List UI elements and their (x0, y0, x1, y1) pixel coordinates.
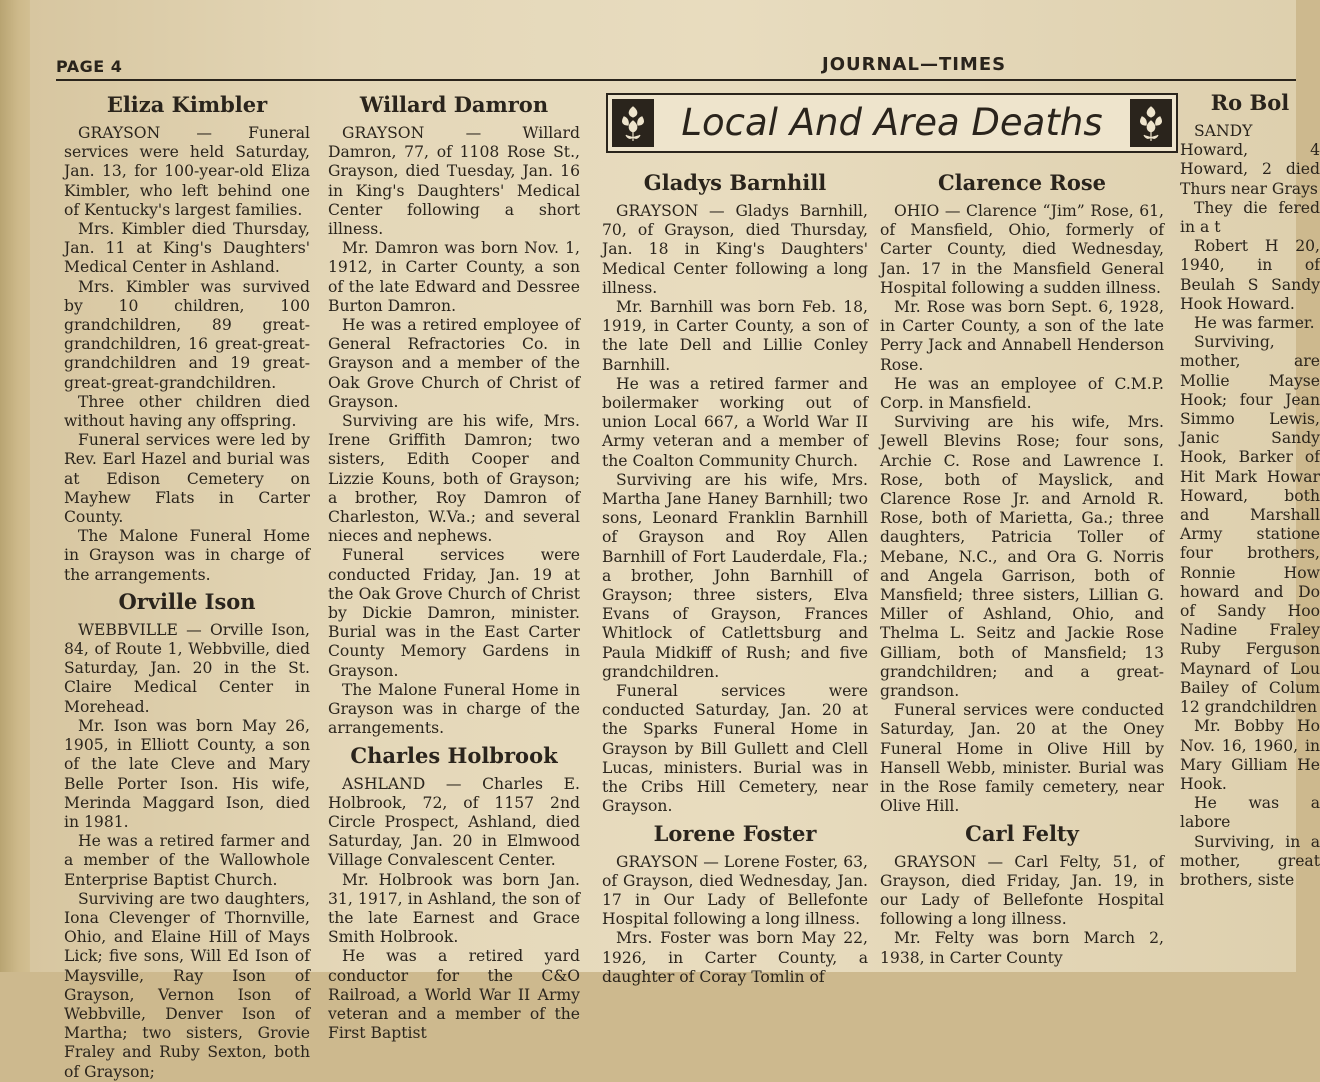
obituary-paragraph: Mrs. Kimbler was survived by 10 children, 100 grandchildren, 89 great-grandchildren, 16 great-great-grandchildren and 19 great-great-great-grandchildren. (64, 277, 310, 392)
column-5 (1180, 86, 1320, 890)
newspaper-page (30, 0, 1320, 1081)
obituary-paragraph: Mr. Damron was born Nov. 1, 1912, in Carter County, a son of the late Edward and Dessree Burton Damron. (328, 239, 580, 315)
obituary-paragraph: GRAYSON — Gladys Barnhill, 70, of Grayson, died Thursday, Jan. 18 in King's Daughters' Medical Center following a long illness. (602, 202, 868, 297)
obituary-paragraph: Funeral services were conducted Saturday, Jan. 20 at the Oney Funeral Home in Olive Hill by Hansell Webb, minister. Burial was in the Rose family cemetery, near Olive Hill. (880, 701, 1164, 816)
column-1 (64, 88, 310, 1082)
page-number: PAGE 4 (56, 57, 123, 76)
obituary-paragraph: Mr. Ison was born May 26, 1905, in Elliott County, a son of the late Cleve and Mary Belle Porter Ison. His wife, Merinda Maggard Ison, died in 1981. (64, 716, 310, 831)
obituary-paragraph: SANDY Howard, 4 Howard, 2 died Thurs near Grays (1180, 122, 1320, 198)
obituary-headline: Charles Holbrook (350, 742, 558, 768)
obituary-paragraph: He was a retired farmer and a member of the Wallowhole Enterprise Baptist Church. (64, 832, 310, 889)
obituary-paragraph: Robert H 20, 1940, in of Beulah S Sandy Hook Howard. (1180, 237, 1320, 313)
obituary-paragraph: WEBBVILLE — Orville Ison, 84, of Route 1, Webbville, died Saturday, Jan. 20 in the St. Claire Medical Center in Morehead. (64, 620, 310, 716)
obituary-paragraph: He was a retired farmer and boilermaker working out of union Local 667, a World War II Army veteran and a member of the Coalton Community Church. (602, 374, 868, 470)
floral-ornament-icon (612, 99, 654, 147)
obituary-headline: Eliza Kimbler (106, 92, 268, 117)
masthead-rule (56, 79, 1296, 81)
obituary-paragraph: He was a labore (1180, 794, 1320, 832)
obituary-paragraph: OHIO — Clarence “Jim” Rose, 61, of Mansfield, Ohio, formerly of Carter County, died Wednesday, Jan. 17 in the Mansfield General Hospital following a sudden illness. (880, 202, 1164, 297)
obituary-paragraph: GRAYSON — Funeral services were held Saturday, Jan. 13, for 100-year-old Eliza Kimbler, who left behind one of Kentucky's largest families. (64, 124, 310, 219)
obituary-paragraph: He was farmer. (1194, 314, 1315, 333)
obituary-headline: Clarence Rose (937, 170, 1107, 195)
obituary-headline: Orville Ison (118, 588, 256, 614)
banner-title: Local And Area Deaths (681, 101, 1103, 144)
obituary-paragraph: The Malone Funeral Home in Grayson was in charge of the arrangements. (64, 527, 310, 584)
obituary-paragraph: Mr. Rose was born Sept. 6, 1928, in Carter County, a son of the late Perry Jack and Annabell Henderson Rose. (880, 298, 1164, 374)
obituary-paragraph: They die fered in a t (1180, 198, 1320, 237)
obituary-paragraph: He was an employee of C.M.P. Corp. in Mansfield. (880, 374, 1164, 413)
obituary-headline: Gladys Barnhill (643, 170, 827, 195)
obituary-paragraph: Three other children died without having any offspring. (64, 392, 310, 431)
obituary-paragraph: Funeral services were conducted Friday, Jan. 19 at the Oak Grove Church of Christ by Dickie Damron, minister. Burial was in the East Carter County Memory Gardens in Grayson. (328, 546, 580, 680)
obituary-paragraph: Surviving are two daughters, Iona Clevenger of Thornville, Ohio, and Elaine Hill of Mays Lick; five sons, Will Ed Ison of Maysville, Ray Ison of Grayson, Vernon Ison of Webbville, Denver Ison of Martha; two sisters, Grovie Fraley and Ruby Sexton, both of Grayson; (64, 889, 310, 1081)
obituary-paragraph: Mrs. Foster was born May 22, 1926, in Carter County, a daughter of Coray Tomlin of (602, 929, 868, 986)
obituary-headline: Carl Felty (965, 820, 1079, 846)
column-2 (328, 88, 580, 1043)
obituary-headline: Lorene Foster (653, 820, 817, 846)
column-3 (602, 166, 868, 987)
obituary-paragraph: Mr. Bobby Ho Nov. 16, 1960, in Mary Gilliam He Hook. (1180, 717, 1320, 793)
obituary-paragraph: GRAYSON — Lorene Foster, 63, of Grayson, died Wednesday, Jan. 17 in Our Lady of Bellefonte Hospital following a long illness. (602, 852, 868, 929)
obituary-paragraph: The Malone Funeral Home in Grayson was in charge of the arrangements. (328, 680, 580, 738)
page-gutter (0, 0, 30, 972)
obituary-paragraph: He was a retired employee of General Refractories Co. in Grayson and a member of the Oak Grove Church of Christ of Grayson. (328, 316, 580, 411)
obituary-paragraph: Funeral services were conducted Saturday, Jan. 20 at the Sparks Funeral Home in Grayson by Bill Gullett and Clell Lucas, ministers. Burial was in the Cribs Hill Cemetery, near Grayson. (602, 682, 868, 816)
obituary-paragraph: Mr. Barnhill was born Feb. 18, 1919, in Carter County, a son of the late Dell and Lillie Conley Barnhill. (602, 298, 868, 374)
obituary-headline: Willard Damron (359, 92, 549, 117)
obituary-paragraph: Mr. Felty was born March 2, 1938, in Carter County (880, 929, 1164, 967)
obituary-paragraph: Surviving are his wife, Mrs. Martha Jane Haney Barnhill; two sons, Leonard Franklin Barnhill of Grayson and Roy Allen Barnhill of Fort Lauderdale, Fla.; a brother, John Barnhill of Grayson; three sisters, Elva Evans of Grayson, Frances Whitlock of Catlettsburg and Paula Midkiff of Rush; and five grandchildren. (602, 470, 868, 681)
floral-ornament-icon (1130, 99, 1172, 147)
masthead (56, 54, 1296, 80)
obituary-paragraph: ASHLAND — Charles E. Holbrook, 72, of 1157 2nd Circle Prospect, Ashland, died Saturday, Jan. 20 in Elmwood Village Convalescent Center. (328, 774, 580, 870)
column-4 (880, 166, 1164, 968)
obituary-paragraph: Mr. Holbrook was born Jan. 31, 1917, in Ashland, the son of the late Earnest and Grace Smith Holbrook. (328, 870, 580, 947)
obituary-headline: Ro Bol (1210, 90, 1290, 115)
obituary-paragraph: Mrs. Kimbler died Thursday, Jan. 11 at King's Daughters' Medical Center in Ashland. (64, 220, 310, 277)
obituary-paragraph: GRAYSON — Carl Felty, 51, of Grayson, died Friday, Jan. 19, in our Lady of Bellefonte Hospital following a long illness. (880, 852, 1164, 929)
obituary-paragraph: Surviving are his wife, Mrs. Irene Griffith Damron; two sisters, Edith Cooper and Lizzie Kouns, both of Grayson; a brother, Roy Damron of Charleston, W.Va.; and several nieces and nephews. (328, 412, 580, 546)
newspaper-name: JOURNAL—TIMES (822, 54, 1007, 75)
section-banner (606, 93, 1178, 153)
obituary-paragraph: Surviving, in a mother, great brothers, siste (1180, 832, 1320, 889)
obituary-paragraph: He was a retired yard conductor for the C&O Railroad, a World War II Army veteran and a member of the First Baptist (328, 947, 580, 1043)
obituary-paragraph: Surviving are his wife, Mrs. Jewell Blevins Rose; four sons, Archie C. Rose and Lawrence I. Rose, both of Mayslick, and Clarence Rose Jr. and Arnold R. Rose, both of Marietta, Ga.; three daughters, Patricia Toller of Mebane, N.C., and Ora G. Norris and Angela Garrison, both of Mansfield; three sisters, Lillian G. Miller of Ashland, Ohio, and Thelma L. Seitz and Jackie Rose Gilliam, both of Mansfield; 13 grandchildren; and a great-grandson. (880, 413, 1164, 701)
obituary-paragraph: GRAYSON — Willard Damron, 77, of 1108 Rose St., Grayson, died Tuesday, Jan. 16 in King's Daughters' Medical Center following a short illness. (328, 124, 580, 239)
obituary-paragraph: Surviving, mother, are Mollie Mayse Hook; four Jean Simmo Lewis, Janic Sandy Hook, Barker of Hit Mark Howar Howard, both and Marshall Army statione four brothers, Ronnie How howard and Do of Sandy Hoo Nadine Fraley Ruby Ferguson Maynard of Lou Bailey of Colum 12 grandchildren (1180, 333, 1320, 717)
obituary-paragraph: Funeral services were led by Rev. Earl Hazel and burial was at Edison Cemetery on Mayhew Flats in Carter County. (64, 431, 310, 527)
